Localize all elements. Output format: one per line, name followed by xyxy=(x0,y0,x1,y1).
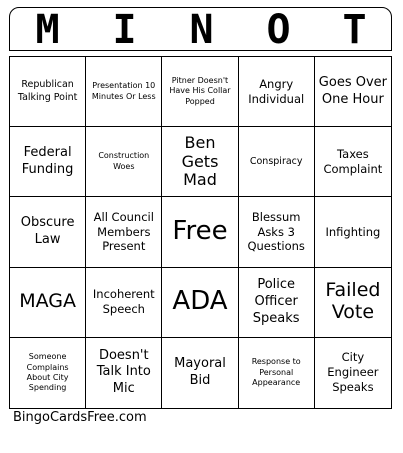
bingo-cell[interactable]: Blessum Asks 3 Questions xyxy=(239,197,315,267)
bingo-cell[interactable]: Construction Woes xyxy=(86,127,162,197)
title-letter-t: T xyxy=(342,7,367,53)
bingo-cell[interactable]: Presentation 10 Minutes Or Less xyxy=(86,57,162,127)
bingo-cell[interactable]: Ben Gets Mad xyxy=(162,127,238,197)
bingo-cell[interactable]: Obscure Law xyxy=(10,197,86,267)
bingo-cell[interactable]: Conspiracy xyxy=(239,127,315,197)
bingo-cell[interactable]: ADA xyxy=(162,268,238,338)
bingo-cell[interactable]: Pitner Doesn't Have His Collar Popped xyxy=(162,57,238,127)
bingo-cell[interactable]: Taxes Complaint xyxy=(315,127,391,197)
bingo-cell[interactable]: Incoherent Speech xyxy=(86,268,162,338)
footer-credit: BingoCardsFree.com xyxy=(13,410,147,425)
bingo-cell[interactable]: All Council Members Present xyxy=(86,197,162,267)
bingo-cell[interactable]: Republican Talking Point xyxy=(10,57,86,127)
bingo-cell[interactable]: Angry Individual xyxy=(239,57,315,127)
title-letter-m: M xyxy=(35,7,60,53)
bingo-cell[interactable]: Federal Funding xyxy=(10,127,86,197)
bingo-cell[interactable]: Doesn't Talk Into Mic xyxy=(86,338,162,408)
free-space-cell[interactable]: Free xyxy=(162,197,238,267)
bingo-cell[interactable]: Mayoral Bid xyxy=(162,338,238,408)
bingo-grid xyxy=(9,56,392,409)
bingo-cell[interactable]: Goes Over One Hour xyxy=(315,57,391,127)
bingo-cell[interactable]: Infighting xyxy=(315,197,391,267)
bingo-cell[interactable]: MAGA xyxy=(10,268,86,338)
bingo-cell[interactable]: Police Officer Speaks xyxy=(239,268,315,338)
title-letter-o: O xyxy=(266,7,291,53)
bingo-cell[interactable]: Someone Complains About City Spending xyxy=(10,338,86,408)
bingo-cell[interactable]: City Engineer Speaks xyxy=(327,350,379,395)
title-letter-i: I xyxy=(112,7,137,53)
bingo-cell[interactable]: Response to Personal Appearance xyxy=(239,338,315,408)
bingo-cell[interactable]: Failed Vote xyxy=(315,268,391,338)
title-letter-n: N xyxy=(189,7,214,53)
